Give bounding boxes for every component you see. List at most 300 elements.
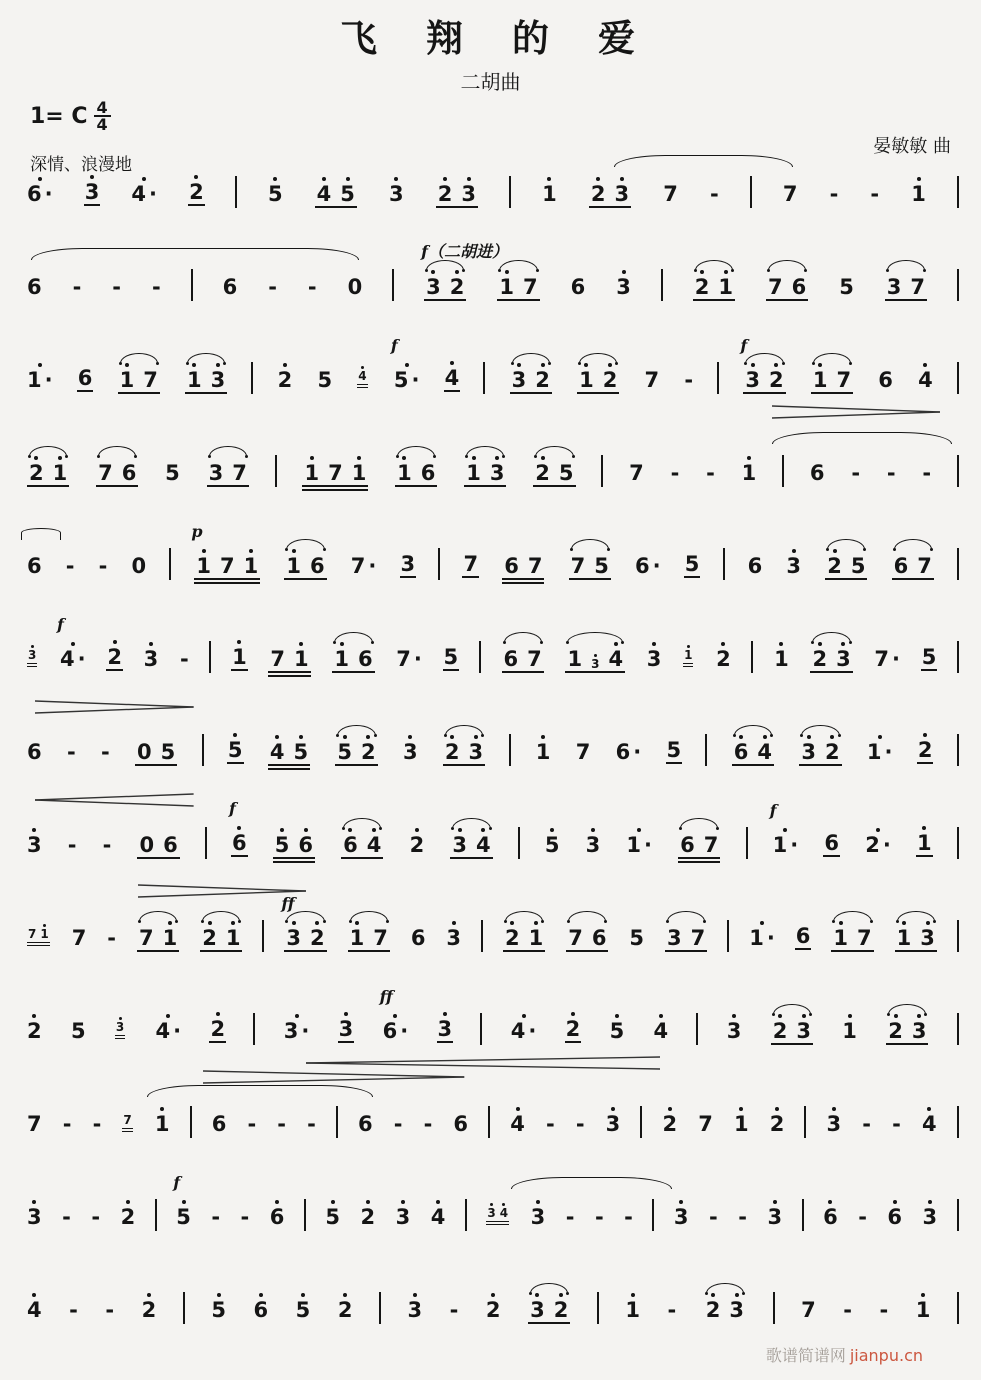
note (349, 918, 366, 958)
note-digit: - (69, 1298, 78, 1322)
note (162, 918, 179, 958)
beat-group (449, 825, 493, 865)
score-line (26, 447, 959, 493)
beat-group (564, 639, 626, 679)
octave-dot-above-area (283, 360, 287, 368)
dynamic-mark: f（二胡进） (421, 242, 509, 261)
note (285, 918, 302, 958)
note-digit: 1 (741, 461, 757, 485)
dash (151, 267, 162, 307)
note-digit: 3 (115, 1020, 125, 1034)
octave-dot (620, 177, 624, 181)
octave-dot-above-area (792, 546, 796, 554)
note-digit: 2 (772, 1019, 788, 1043)
octave-dot-above-area (472, 453, 476, 461)
note (121, 453, 138, 493)
note (528, 918, 545, 958)
note (231, 453, 248, 493)
dash (246, 1104, 257, 1144)
beam-line (502, 578, 544, 580)
note (489, 453, 506, 493)
note (694, 267, 711, 307)
beam-line (302, 485, 368, 487)
dash (65, 546, 76, 586)
note-digit: - (102, 833, 112, 857)
note-digit: 2 (337, 1298, 353, 1322)
note-digit: 1 (499, 275, 514, 299)
octave-dot (818, 642, 822, 646)
note-digit: 1 (733, 1112, 749, 1136)
note-digit: 6 (733, 740, 749, 764)
octave-dot (830, 735, 834, 739)
note (509, 1104, 526, 1144)
score (26, 168, 959, 1377)
dash (829, 174, 840, 214)
note-digit: 5 (921, 645, 937, 669)
barline (750, 176, 752, 208)
tie-arc (21, 528, 60, 540)
note-digit: 1 (916, 831, 932, 855)
beat-group (496, 267, 540, 307)
octave-dot (735, 1293, 739, 1297)
octave-dot (216, 1012, 220, 1016)
note-digit: 7 (703, 833, 719, 857)
note (201, 918, 218, 958)
octave-dot (517, 363, 521, 367)
note-digit: 6 (27, 740, 42, 764)
note (578, 360, 595, 400)
octave-dot-above-area (481, 825, 485, 833)
beat-group (199, 918, 243, 958)
octave-dot (550, 828, 554, 832)
note (130, 546, 147, 586)
octave-dot-above-area (455, 267, 459, 275)
barline (661, 269, 663, 301)
note (703, 825, 720, 865)
grace-notes (26, 923, 51, 949)
octave-dot (295, 1014, 299, 1018)
octave-dot-above-area (233, 730, 237, 738)
octave-dot (401, 1200, 405, 1204)
octave-dot (541, 735, 545, 739)
beam-line (497, 299, 539, 301)
grace-notes (114, 1016, 126, 1042)
beam-line (273, 861, 315, 863)
beam-line (436, 206, 478, 208)
note (475, 825, 492, 865)
dash (393, 1104, 404, 1144)
note-digit: 6 (824, 831, 840, 855)
octave-dot (415, 828, 419, 832)
note-digit: 1 (911, 182, 926, 206)
note-digit: 1 (397, 461, 412, 485)
beam-line (565, 671, 625, 673)
note-digit: 3 (402, 740, 418, 764)
note-digit: 1 (232, 645, 247, 669)
octave-dot (168, 921, 172, 925)
note (420, 453, 437, 493)
dash (267, 267, 278, 307)
note (297, 825, 314, 865)
note-digit: - (65, 554, 75, 578)
dash (857, 1197, 868, 1237)
note-digit: 6 (823, 1205, 838, 1229)
note (26, 546, 43, 586)
note-digit: 2 (202, 926, 217, 950)
note-digit: 6 · (635, 554, 661, 578)
note (285, 546, 302, 586)
note-digit: 2 (27, 1019, 42, 1043)
tempo-marking: 深情、浪漫地 (30, 155, 132, 175)
note (529, 1290, 546, 1330)
barline (155, 1199, 157, 1231)
note-digit: - (423, 1112, 433, 1136)
octave-dot (802, 1014, 806, 1018)
watermark-link[interactable]: jianpu.cn (849, 1346, 923, 1365)
note-digit: - (843, 1298, 852, 1322)
octave-dot (455, 270, 459, 274)
barline (957, 176, 959, 208)
octave-dot-above-area (596, 174, 600, 182)
octave-dot-above-area (923, 730, 927, 738)
note-digit: 3 (801, 740, 816, 764)
note-digit: - (829, 182, 839, 206)
octave-dot-above-area (571, 1009, 575, 1017)
octave-dot-above-area (611, 1104, 615, 1112)
note (303, 453, 320, 493)
octave-dot-above-area (775, 1104, 779, 1112)
note-digit: 1 (466, 461, 481, 485)
note-digit: 1 (718, 275, 733, 299)
note-digit: 3 (461, 182, 476, 206)
note-digit: 1 (40, 927, 49, 941)
note (646, 639, 663, 679)
note-digit: 4 · (510, 1019, 537, 1043)
note-digit: - (307, 1112, 316, 1136)
dash (709, 174, 720, 214)
note-digit: 6 (357, 647, 373, 671)
note-digit: 5 (176, 1205, 191, 1229)
note (922, 1197, 939, 1237)
note (838, 267, 855, 307)
beam-line (137, 857, 179, 859)
beat-group (463, 453, 507, 493)
octave-dot (547, 177, 551, 181)
note (866, 732, 894, 772)
octave-dot-above-area (149, 639, 153, 647)
note (575, 732, 592, 772)
note-digit: 1 (334, 647, 349, 671)
note-digit: 7 (232, 461, 247, 485)
note (824, 732, 841, 772)
beam-line (341, 857, 383, 859)
note-digit: 7 (568, 926, 583, 950)
note (511, 360, 528, 400)
barline (202, 734, 204, 766)
note-digit: 3 (489, 461, 505, 485)
dash (92, 1104, 103, 1144)
barline (957, 641, 959, 673)
note (567, 918, 584, 958)
beam-line (315, 206, 357, 208)
octave-dot-above-area (783, 825, 787, 833)
octave-dot-above-area (584, 360, 588, 368)
note-digit: 2 (107, 645, 122, 669)
note (395, 639, 423, 679)
note-digit: - (709, 182, 719, 206)
note (690, 918, 707, 958)
note-digit: 1 (579, 368, 594, 392)
note (136, 732, 153, 772)
octave-dot-above-area (126, 1197, 130, 1205)
note-digit: 2 (535, 368, 550, 392)
note-digit: 0 (347, 275, 363, 299)
octave-dot (32, 828, 36, 832)
octave-dot (467, 177, 471, 181)
note-digit: 2 (360, 1205, 376, 1229)
beam-line (766, 299, 808, 301)
note (498, 267, 515, 307)
note (553, 1290, 570, 1330)
beat-group (527, 1290, 571, 1330)
beam-line (831, 950, 873, 952)
subtitle: 二胡曲 (460, 70, 521, 94)
note-digit: 6 (298, 833, 314, 857)
octave-dot-above-area (431, 267, 435, 275)
note-digit: 6 (269, 1205, 285, 1229)
beam-line (502, 582, 544, 584)
note-digit: 7 (328, 461, 343, 485)
octave-dot-above-area (346, 174, 350, 182)
octave-dot (792, 549, 796, 553)
meter-bottom: 4 (96, 115, 108, 134)
octave-dot (818, 363, 822, 367)
note-digit: 7 (836, 368, 852, 392)
octave-dot-above-area (237, 637, 241, 645)
note-digit: 3 (836, 647, 851, 671)
note-digit: 1 (625, 1298, 640, 1322)
note (437, 174, 454, 214)
beam-line (678, 857, 720, 859)
octave-dot (472, 456, 476, 460)
note-digit: 7 (570, 554, 586, 578)
octave-dot-above-area (848, 1011, 852, 1019)
octave-dot-above-area (310, 453, 314, 461)
note (210, 360, 227, 400)
octave-dot-above-area (113, 637, 117, 645)
note-digit: 2 (590, 182, 606, 206)
dash (670, 453, 681, 493)
dash (667, 1290, 678, 1330)
note-digit: 3 (338, 1017, 354, 1041)
dynamic-mark: ff (379, 987, 393, 1006)
beat-group (134, 732, 178, 772)
note-digit: - (879, 1298, 889, 1322)
octave-dot (450, 735, 454, 739)
note-digit: 1 (774, 647, 789, 671)
barline (253, 1013, 255, 1045)
octave-dot (922, 826, 926, 830)
beam-line (357, 384, 367, 386)
note (142, 360, 159, 400)
octave-dot-above-area (505, 267, 509, 275)
octave-dot (147, 1293, 151, 1297)
note-digit: 1 · (27, 368, 53, 392)
beat-group (830, 918, 874, 958)
note-digit: 1 · (749, 926, 775, 950)
note-digit: 1 (812, 368, 828, 392)
octave-dot (343, 1293, 347, 1297)
beam-line (895, 950, 937, 952)
note-digit: 7 (523, 275, 538, 299)
note-digit: 7 (143, 368, 158, 392)
note-digit: 7 (856, 926, 872, 950)
note-digit: 6 (503, 647, 519, 671)
dash (565, 1197, 576, 1237)
note-digit: 5 (340, 182, 355, 206)
note-digit: 4 (499, 1206, 509, 1220)
note-digit: 3 · (283, 1019, 310, 1043)
dash (705, 453, 716, 493)
note-digit: - (449, 1298, 459, 1322)
octave-dot (841, 642, 845, 646)
note (402, 732, 419, 772)
beat-group (798, 732, 842, 772)
note-digit: 1 (225, 926, 241, 950)
note-digit: 5 (325, 1205, 340, 1229)
octave-dot-above-area (591, 825, 595, 833)
beam-line (743, 392, 785, 394)
octave-dot-above-area (280, 825, 284, 833)
octave-dot (233, 733, 237, 737)
octave-dot (832, 1107, 836, 1111)
octave-dot (343, 735, 347, 739)
octave-dot-above-area (724, 267, 728, 275)
beat-group (501, 546, 545, 586)
beam-line (268, 764, 310, 766)
note (141, 1290, 158, 1330)
beat-group (281, 894, 327, 958)
dynamic-mark: f (390, 336, 398, 355)
note-digit: 4 (475, 833, 491, 857)
beam-line (135, 764, 177, 766)
octave-dot-above-area (467, 174, 471, 182)
note (773, 639, 790, 679)
note-digit: - (862, 1112, 871, 1136)
beat-group (272, 825, 316, 865)
octave-dot-above-area (408, 732, 412, 740)
note (886, 267, 903, 307)
note (666, 730, 683, 772)
note-digit: - (886, 461, 896, 485)
octave-dot-above-area (125, 360, 129, 368)
octave-dot (659, 1014, 663, 1018)
beam-line (886, 1043, 928, 1045)
octave-dot (622, 270, 626, 274)
note-digit: 3 (437, 1017, 453, 1041)
note (71, 918, 88, 958)
octave-dot-above-area (739, 1104, 743, 1112)
note-digit: 4 (918, 368, 933, 392)
octave-dot-above-area (926, 918, 930, 926)
note (195, 546, 212, 586)
octave-dot (893, 1200, 897, 1204)
octave-dot (505, 270, 509, 274)
beam-line (348, 950, 390, 952)
octave-dot (38, 177, 42, 181)
dash (210, 1197, 221, 1237)
beat-group (765, 267, 809, 307)
dash (66, 732, 77, 772)
tie-arc (772, 432, 951, 444)
dynamic-mark: p (191, 522, 203, 541)
note-digit: 7 (98, 461, 113, 485)
note-digit: 5 (293, 740, 309, 764)
note-digit: 5 (160, 740, 176, 764)
barline (640, 1106, 642, 1138)
dash (102, 825, 113, 865)
note (106, 637, 123, 679)
beat-group (267, 639, 311, 679)
note-digit: 2 (504, 926, 520, 950)
octave-dot (231, 921, 235, 925)
octave-dot (894, 1014, 898, 1018)
octave-dot-above-area (495, 453, 499, 461)
note (826, 546, 843, 586)
beat-group (810, 360, 854, 400)
octave-dot (652, 642, 656, 646)
note-digit: 1 (567, 647, 583, 671)
octave-dot (747, 456, 751, 460)
barline (957, 269, 959, 301)
note-digit: - (738, 1205, 747, 1229)
note-digit: 5 (295, 1298, 311, 1322)
octave-dot (631, 1293, 635, 1297)
note-digit: 7 (270, 647, 285, 671)
note-digit: 5 (666, 738, 682, 762)
beam-line (268, 671, 310, 673)
note (253, 1290, 270, 1330)
octave-dot (876, 828, 880, 832)
octave-dot-above-area (394, 174, 398, 182)
note (850, 546, 867, 586)
note (628, 918, 645, 958)
octave-dot (208, 921, 212, 925)
note (269, 639, 286, 679)
octave-dot-above-area (802, 1011, 806, 1019)
octave-dot-above-area (366, 732, 370, 740)
note-digit: 5 (839, 275, 854, 299)
note-digit: 7 (123, 1113, 132, 1127)
note-digit: 5 (211, 1298, 226, 1322)
octave-dot-above-area (550, 825, 554, 833)
octave-dot (522, 1014, 526, 1018)
note-digit: - (92, 1112, 102, 1136)
note-digit: 1 (528, 926, 544, 950)
note-digit: 3 (487, 1206, 496, 1220)
note (826, 1104, 843, 1144)
beat-group (502, 918, 546, 958)
octave-dot-above-area (372, 825, 376, 833)
barline (727, 920, 729, 952)
note-digit: 1 (187, 368, 202, 392)
octave-dot-above-area (217, 1290, 221, 1298)
note-digit: 3 (286, 926, 301, 950)
octave-dot (408, 735, 412, 739)
note (887, 1011, 904, 1051)
octave-dot-above-area (807, 732, 811, 740)
note-digit: 5 (267, 182, 283, 206)
